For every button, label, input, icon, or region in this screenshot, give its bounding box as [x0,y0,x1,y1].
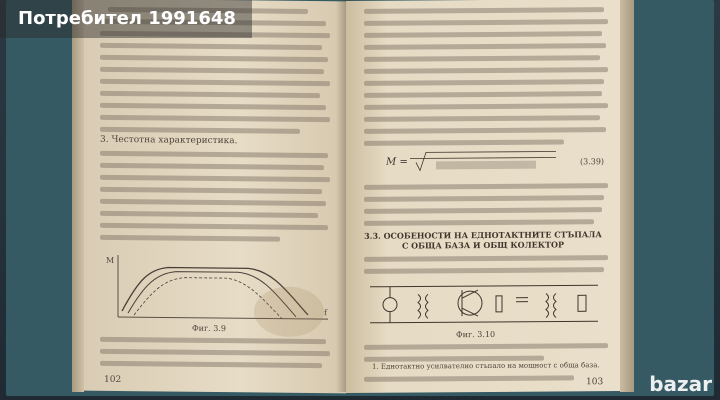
seller-watermark: Потребител 1991648 [0,0,252,38]
text-line [100,349,330,356]
text-line [100,115,330,122]
text-line [100,235,280,242]
text-line [364,55,600,62]
formula-image [386,147,566,174]
page-number-left: 102 [104,374,122,386]
text-line [100,55,328,62]
page-edges-left [72,0,84,392]
text-line [364,183,608,190]
section-heading-line1: 3.3. ОСОБЕНОСТИ НА ЕДНОТАКТНИТЕ СТЪПАЛА [364,229,602,241]
text-line [100,127,300,134]
text-line [100,103,326,110]
text-line [364,31,602,38]
text-line [364,139,564,145]
text-line [100,163,324,170]
text-line [364,79,604,86]
circuit-diagram [366,275,602,329]
text-line [364,7,604,14]
page-edges-right [620,0,634,392]
section-heading-line2: С ОБЩА БАЗА И ОБЩ КОЛЕКТОР [402,239,564,251]
text-line [100,199,326,206]
text-line [100,151,328,158]
subsection-heading: 1. Еднотактно усилвателно стъпало на мощност с обща база. [372,361,600,371]
text-line [364,255,608,262]
text-line [364,91,602,98]
text-line [364,375,574,381]
text-line [364,19,608,26]
text-line [100,67,324,74]
text-line [100,361,322,368]
axis-label-x: f [324,308,327,318]
figure-caption: Фиг. 3.9 [192,323,226,334]
text-line [364,115,600,122]
text-line [100,223,328,230]
section-heading: 3. Честотна характеристика. [100,134,238,147]
text-line [364,43,606,50]
page-stain [254,286,324,337]
figure-caption-right: Фиг. 3.10 [456,329,496,340]
text-line [100,187,322,194]
text-line [100,91,320,98]
text-line [100,175,330,182]
text-line [364,127,606,134]
text-line [364,207,602,214]
right-page [346,0,620,393]
formula-number: (3.39) [580,157,605,167]
text-line [364,267,604,274]
text-line [100,337,326,344]
left-page [84,0,346,393]
axis-label-y: M [106,255,115,265]
text-line [364,219,594,226]
text-line [100,79,330,86]
page-number-right: 103 [586,377,604,388]
text-line [100,211,318,218]
text-line [100,43,322,50]
bazar-logo: bazar [649,372,712,396]
text-line [364,103,608,110]
svg-text:M =: M = [386,156,408,168]
text-line [364,195,604,202]
text-line [364,343,608,350]
text-line [364,67,608,74]
